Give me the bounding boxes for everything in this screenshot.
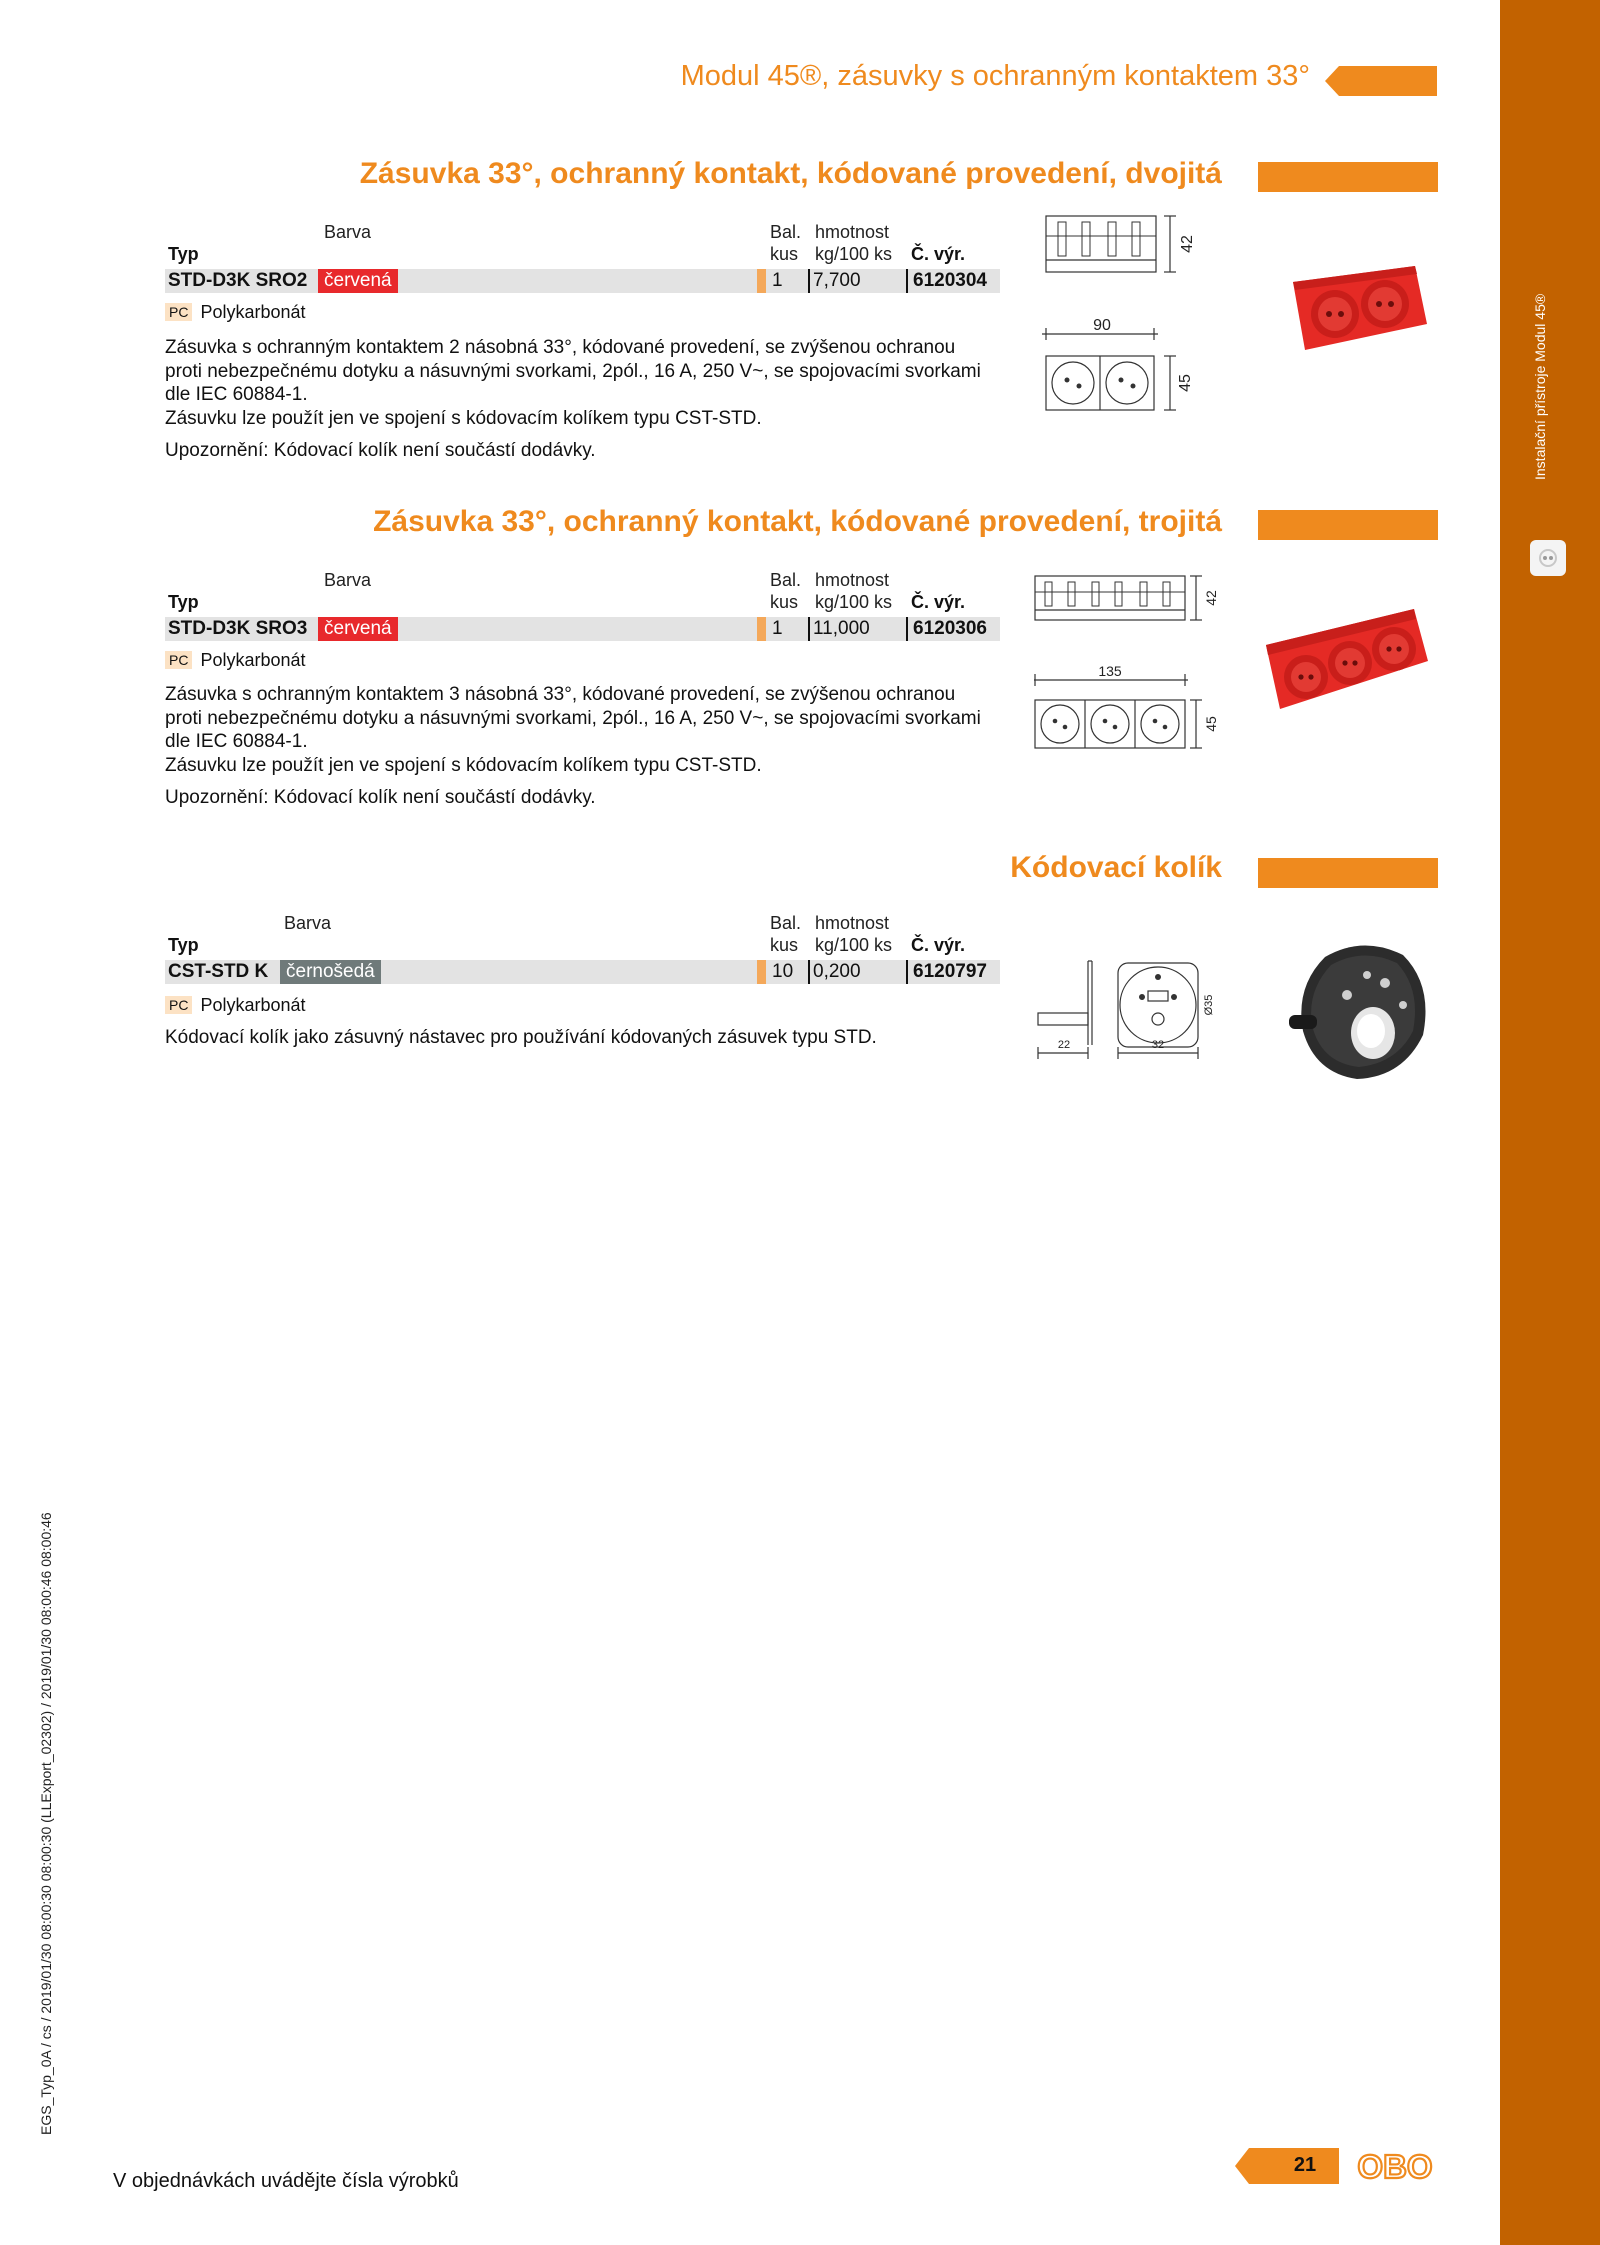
article-number: 6120304	[913, 270, 987, 291]
material-badge: PC	[165, 303, 192, 321]
product-description	[165, 336, 1005, 463]
dim-height: 42	[1179, 235, 1196, 253]
weight: 0,200	[813, 961, 861, 982]
material-name: Polykarbonát	[200, 649, 306, 670]
col-kus: kus	[770, 935, 799, 955]
column-divider	[906, 269, 908, 293]
col-bal: Bal.	[770, 222, 802, 242]
col-typ: Typ	[168, 935, 199, 955]
dim-diameter: Ø35	[1203, 994, 1215, 1016]
pack-qty: 1	[772, 618, 783, 639]
page-title: Modul 45®, zásuvky s ochranným kontaktem 33°	[680, 60, 1310, 92]
article-number: 6120797	[913, 961, 987, 982]
material-badge: PC	[165, 996, 192, 1014]
description-line: Zásuvku lze použít jen ve spojení s kódovacím kolíkem typu CST-STD.	[165, 407, 762, 429]
pack-qty: 1	[772, 270, 783, 291]
pack-qty: 10	[772, 961, 794, 982]
qty-marker	[757, 960, 766, 984]
article-number: 6120306	[913, 618, 987, 639]
col-kg: kg/100 ks	[815, 935, 893, 955]
description-line: Zásuvka s ochranným kontaktem 2 násobná 33°, kódované provedení, se zvýšenou ochranou	[165, 337, 956, 358]
material-badge: PC	[165, 651, 192, 669]
dim-depth: 45	[1203, 716, 1219, 732]
col-barva: Barva	[324, 570, 372, 590]
col-bal: Bal.	[770, 913, 802, 933]
material	[165, 649, 306, 671]
product-color: červená	[318, 617, 398, 641]
material	[165, 301, 306, 323]
dimension-drawing	[1030, 955, 1225, 1065]
section-title-coding-pin: Kódovací kolík	[1010, 851, 1222, 884]
col-hmotnost: hmotnost	[815, 222, 890, 242]
column-divider	[808, 269, 810, 293]
product-photo-triple-socket	[1262, 605, 1432, 715]
column-divider	[808, 960, 810, 984]
col-hmotnost: hmotnost	[815, 570, 890, 590]
description-line: proti nebezpečnému dotyku a násuvnými svorkami, 2pól., 16 A, 250 V~, se spojovacími svorkami	[165, 360, 981, 382]
material	[165, 994, 306, 1016]
material-name: Polykarbonát	[200, 301, 306, 322]
col-kg: kg/100 ks	[815, 592, 893, 612]
col-typ: Typ	[168, 244, 199, 264]
section-bar	[1258, 510, 1438, 540]
product-photo-double-socket	[1285, 262, 1430, 357]
product-description	[165, 1026, 1005, 1050]
column-divider	[808, 617, 810, 641]
product-color: černošedá	[280, 960, 381, 984]
description-line: Upozornění: Kódovací kolík není součástí dodávky.	[165, 787, 596, 808]
material-name: Polykarbonát	[200, 994, 306, 1015]
weight: 7,700	[813, 270, 861, 291]
weight: 11,000	[813, 618, 870, 639]
dim-depth: 45	[1177, 374, 1194, 392]
dim-side: 22	[1057, 1039, 1071, 1051]
qty-marker	[757, 617, 766, 641]
socket-icon	[1530, 540, 1566, 576]
section-title-triple: Zásuvka 33°, ochranný kontakt, kódované provedení, trojitá	[373, 505, 1222, 538]
qty-marker	[757, 269, 766, 293]
col-cvyr: Č. výr.	[911, 935, 966, 955]
dimension-drawing	[1030, 568, 1225, 753]
product-color: červená	[318, 269, 398, 293]
dim-width: 32	[1151, 1039, 1165, 1051]
obo-logo	[1355, 2150, 1435, 2182]
section-title-double: Zásuvka 33°, ochranný kontakt, kódované provedení, dvojitá	[359, 157, 1222, 190]
col-hmotnost: hmotnost	[815, 913, 890, 933]
description-line: Zásuvku lze použít jen ve spojení s kódovacím kolíkem typu CST-STD.	[165, 754, 762, 776]
page-number: 21	[1293, 2154, 1317, 2176]
header-tab	[1325, 66, 1437, 96]
col-kus: kus	[770, 244, 799, 264]
col-typ: Typ	[168, 592, 199, 612]
product-photo-coding-pin	[1285, 935, 1440, 1085]
section-bar	[1258, 858, 1438, 888]
section-bar	[1258, 162, 1438, 192]
col-kus: kus	[770, 592, 799, 612]
col-barva: Barva	[284, 913, 332, 933]
col-cvyr: Č. výr.	[911, 244, 966, 264]
footer-note: V objednávkách uvádějte čísla výrobků	[113, 2170, 459, 2192]
description-line: dle IEC 60884-1.	[165, 731, 308, 752]
product-description	[165, 683, 1005, 810]
product-type: STD-D3K SRO3	[168, 618, 308, 639]
description-line: dle IEC 60884-1.	[165, 384, 308, 405]
col-cvyr: Č. výr.	[911, 592, 966, 612]
logo-text: OBO	[1357, 2150, 1433, 2182]
description-line: Upozornění: Kódovací kolík není součástí dodávky.	[165, 440, 596, 461]
column-divider	[906, 617, 908, 641]
col-bal: Bal.	[770, 570, 802, 590]
description-line: proti nebezpečnému dotyku a násuvnými svorkami, 2pól., 16 A, 250 V~, se spojovacími svorkami	[165, 707, 981, 729]
document-meta: EGS_Typ_0A / cs / 2019/01/30 08:00:30 08:00:30 (LLExport_02302) / 2019/01/30 08:00:46 08:00:46	[38, 1512, 54, 2135]
product-type: CST-STD K	[168, 961, 269, 982]
column-divider	[906, 960, 908, 984]
col-barva: Barva	[324, 222, 372, 242]
description-line: Kódovací kolík jako zásuvný nástavec pro používání kódovaných zásuvek typu STD.	[165, 1027, 877, 1048]
dim-width: 135	[1098, 663, 1122, 679]
sidebar-label: Instalační přístroje Modul 45®	[1532, 293, 1548, 480]
product-type: STD-D3K SRO2	[168, 270, 308, 291]
description-line: Zásuvka s ochranným kontaktem 3 násobná 33°, kódované provedení, se zvýšenou ochranou	[165, 684, 956, 705]
dim-width: 90	[1093, 317, 1111, 334]
col-kg: kg/100 ks	[815, 244, 893, 264]
dim-height: 42	[1203, 590, 1219, 606]
dimension-drawing	[1038, 208, 1218, 418]
